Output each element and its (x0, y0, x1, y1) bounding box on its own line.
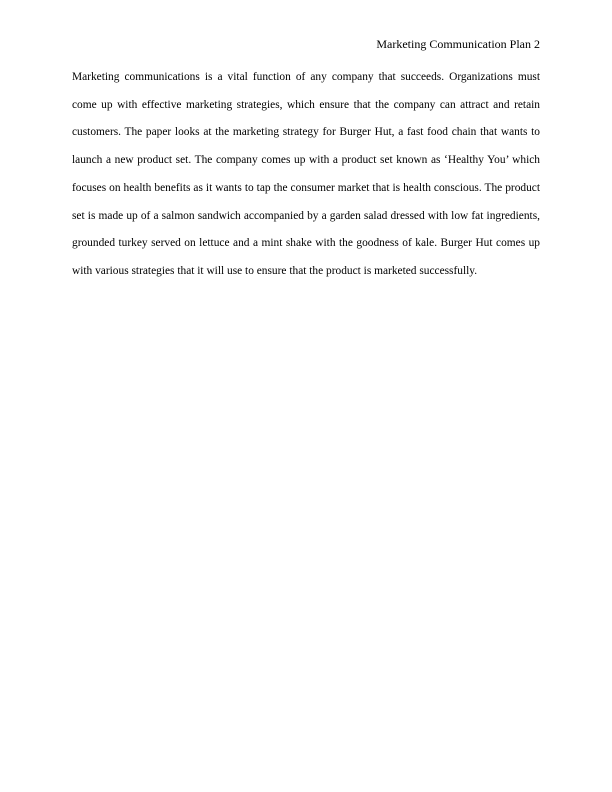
running-head: Marketing Communication Plan 2 (376, 37, 540, 51)
body-paragraph: Marketing communications is a vital function of any company that succeeds. Organizations must come up with effective marketing strategies, which ensure that the company can attract and retain customers. The paper looks at the marketing strategy for Burger Hut, a fast food chain that wants to launch a new product set. The company comes up with a product set known as ‘Healthy You’ which focuses on health benefits as it wants to tap the consumer market that is health conscious. The product set is made up of a salmon sandwich accompanied by a garden salad dressed with low fat ingredients, grounded turkey served on lettuce and a mint shake with the goodness of kale. Burger Hut comes up with various strategies that it will use to ensure that the product is marketed successfully. (72, 71, 540, 277)
